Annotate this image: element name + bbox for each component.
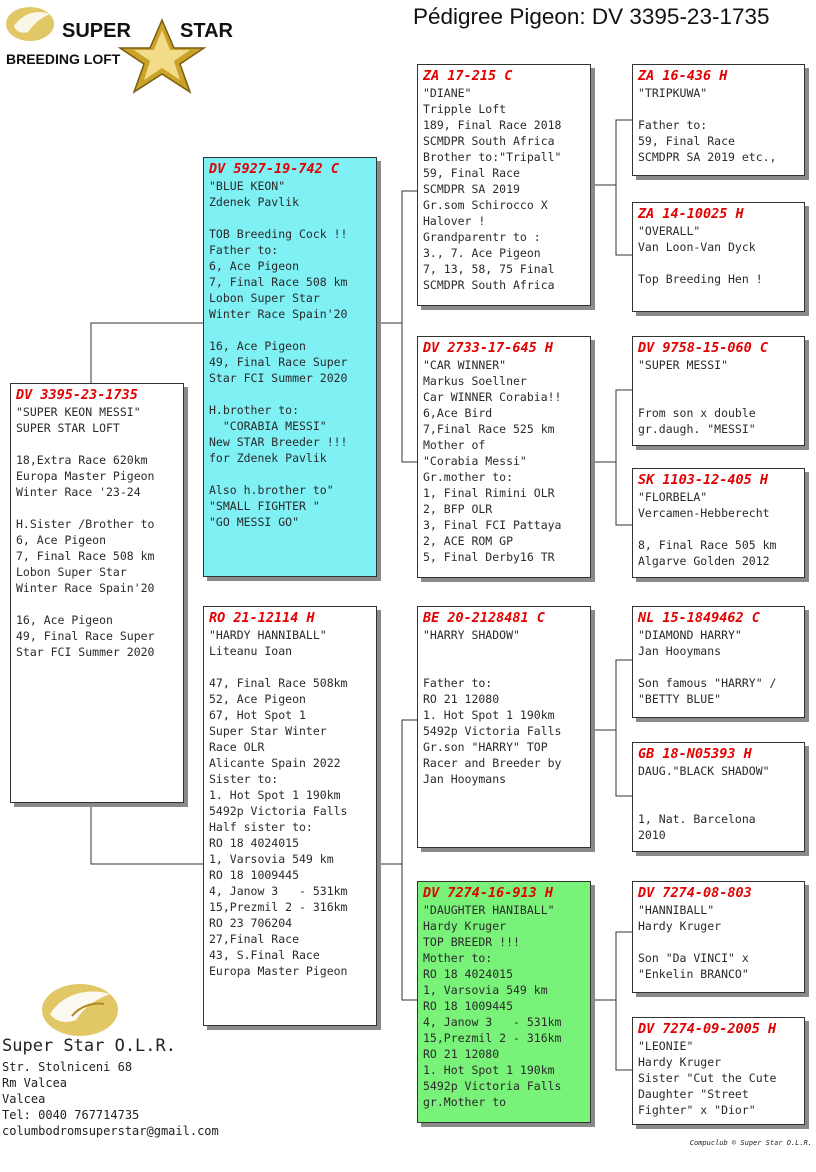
card-dam-dam (417, 881, 591, 1123)
card-line: Lobon Super Star (209, 291, 320, 305)
card-line (638, 521, 799, 537)
card-sire-sire (417, 64, 591, 306)
card-line: Top Breeding Hen ! (638, 272, 763, 286)
card-line: Gr.mother to: (423, 470, 514, 484)
card-line: SUPER STAR LOFT (16, 421, 120, 435)
card-line: 49, Final Race Super (209, 355, 348, 369)
card-line (209, 386, 371, 402)
card-line (16, 596, 178, 612)
card-line: Daughter "Street (638, 1087, 749, 1101)
card-line: RO 18 1009445 (423, 999, 514, 1013)
card-line: Jan Hooymans (423, 772, 507, 786)
ring-number: ZA 14-10025 H (638, 206, 744, 222)
card-line: 6, Ace Pigeon (209, 259, 300, 273)
card-line: 7, Final Race 508 km (16, 549, 155, 563)
card-line: SCMDPR SA 2019 etc., (638, 150, 777, 164)
card-lines (638, 763, 799, 843)
card-line: RO 18 4024015 (209, 836, 300, 850)
card-line: RO 18 4024015 (423, 967, 514, 981)
card-line: Hardy Kruger (638, 919, 722, 933)
card-line: Son "Da VINCI" x (638, 951, 749, 965)
card-line: Alicante Spain 2022 (209, 756, 341, 770)
card-line: "BLUE KEON" (209, 179, 286, 193)
ring-number: GB 18-N05393 H (638, 746, 752, 762)
card-dam (203, 606, 377, 1026)
footer-contact (2, 1059, 219, 1139)
card-line: DAUG."BLACK SHADOW" (638, 764, 770, 778)
card-line (638, 934, 799, 950)
card-lines (423, 85, 585, 293)
card-lines (209, 178, 371, 530)
card-line: 5, Final Derby16 TR (423, 550, 555, 564)
card-line: 1. Hot Spot 1 190km (423, 708, 555, 722)
card-line: "Corabia Messi" (423, 454, 527, 468)
card-line: RO 21 12080 (423, 692, 500, 706)
page-title: Pédigree Pigeon: DV 3395-23-1735 (413, 4, 770, 29)
card-line: Van Loon-Van Dyck (638, 240, 756, 254)
card-lines (638, 1038, 799, 1118)
card-line: gr.daugh. "MESSI" (638, 422, 756, 436)
ring-number: RO 21-12114 H (209, 610, 315, 626)
ring-number: NL 15-1849462 C (638, 610, 760, 626)
card-line: Algarve Golden 2012 (638, 554, 770, 568)
card-line: TOB Breeding Cock !! (209, 227, 348, 241)
card-line: Mother of (423, 438, 486, 452)
card-line: Halover ! (423, 214, 486, 228)
card-line: 1, Nat. Barcelona (638, 812, 756, 826)
card-line: 4, Janow 3 - 531km (423, 1015, 562, 1029)
card-line: 49, Final Race Super (16, 629, 155, 643)
ring-number: DV 5927-19-742 C (209, 161, 340, 177)
card-lines (638, 489, 799, 569)
card-line: Star FCI Summer 2020 (16, 645, 155, 659)
card-line (423, 643, 585, 659)
card-line (209, 322, 371, 338)
super-star-logo (4, 4, 244, 96)
ring-number: DV 9758-15-060 C (638, 340, 769, 356)
card-line (638, 779, 799, 795)
card-line: Rm Valcea (2, 1076, 68, 1090)
card-line: 52, Ace Pigeon (209, 692, 306, 706)
card-line (209, 210, 371, 226)
card-line (638, 373, 799, 389)
card-line: for Zdenek Pavlik (209, 451, 327, 465)
card-line: Jan Hooymans (638, 644, 722, 658)
card-line: Also h.brother to" (209, 483, 334, 497)
card-line: H.Sister /Brother to (16, 517, 155, 531)
logo-text-star: STAR (180, 20, 233, 42)
card-lines (423, 357, 585, 565)
card-line: Star FCI Summer 2020 (209, 371, 348, 385)
card-line: 2, ACE ROM GP (423, 534, 514, 548)
card-line (638, 659, 799, 675)
card-line: "HARRY SHADOW" (423, 628, 520, 642)
card-line (638, 389, 799, 405)
card-lines (638, 85, 799, 165)
card-line: Car WINNER Corabia!! (423, 390, 562, 404)
card-line: 4, Janow 3 - 531km (209, 884, 348, 898)
card-line: Gr.som Schirocco X (423, 198, 548, 212)
logo-text-super: SUPER (62, 20, 131, 42)
card-line: Father to: (209, 243, 279, 257)
card-line: Str. Stolniceni 68 (2, 1060, 133, 1074)
card-line: Mother to: (423, 951, 493, 965)
card-line: H.brother to: (209, 403, 300, 417)
ring-number: DV 7274-16-913 H (423, 885, 554, 901)
card-line: Sister "Cut the Cute (638, 1071, 777, 1085)
card-line: 1. Hot Spot 1 190km (209, 788, 341, 802)
card-line: "TRIPKUWA" (638, 86, 708, 100)
card-line: 15,Prezmil 2 - 316km (209, 900, 348, 914)
card-lines (638, 627, 799, 707)
card-line: SCMDPR South Africa (423, 278, 555, 292)
card-line: 2, BFP OLR (423, 502, 493, 516)
card-line: "SMALL FIGHTER " (209, 499, 320, 513)
card-line (209, 466, 371, 482)
card-line: Winter Race Spain'20 (16, 581, 155, 595)
card-line: 18,Extra Race 620km (16, 453, 148, 467)
card-line (638, 101, 799, 117)
card-sire (203, 157, 377, 577)
card-line: Super Star Winter (209, 724, 327, 738)
logo-text-breeding-loft: BREEDING LOFT (6, 51, 121, 67)
card-lines (16, 404, 178, 660)
card-line: Zdenek Pavlik (209, 195, 300, 209)
card-line: "OVERALL" (638, 224, 701, 238)
card-line: Europa Master Pigeon (209, 964, 348, 978)
card-line: SCMDPR South Africa (423, 134, 555, 148)
card-line: Father to: (423, 676, 493, 690)
ring-number: BE 20-2128481 C (423, 610, 545, 626)
card-line: 59, Final Race (638, 134, 735, 148)
card-line: 6,Ace Bird (423, 406, 493, 420)
card-line: New STAR Breeder !!! (209, 435, 348, 449)
dove-icon (38, 976, 122, 1038)
card-gg1 (632, 64, 805, 176)
card-line: SCMDPR SA 2019 (423, 182, 520, 196)
card-line (638, 255, 799, 271)
card-line: Valcea (2, 1092, 46, 1106)
card-line: 3, Final FCI Pattaya (423, 518, 562, 532)
card-line: Europa Master Pigeon (16, 469, 155, 483)
card-gg5 (632, 606, 805, 718)
card-dam-sire (417, 606, 591, 848)
card-line: RO 18 1009445 (209, 868, 300, 882)
card-line: 8, Final Race 505 km (638, 538, 777, 552)
card-line (16, 500, 178, 516)
card-line: Gr.son "HARRY" TOP (423, 740, 548, 754)
card-gg4 (632, 468, 805, 578)
card-line: 67, Hot Spot 1 (209, 708, 306, 722)
card-line: Winter Race '23-24 (16, 485, 141, 499)
card-gg2 (632, 202, 805, 312)
card-line: Tel: 0040 767714735 (2, 1108, 140, 1122)
card-line: 7,Final Race 525 km (423, 422, 555, 436)
card-line: 15,Prezmil 2 - 316km (423, 1031, 562, 1045)
card-line: 59, Final Race (423, 166, 520, 180)
ring-number: DV 7274-08-803 (638, 885, 752, 901)
card-line: Racer and Breeder by (423, 756, 562, 770)
card-gg3 (632, 336, 805, 446)
card-line: 5492p Victoria Falls (209, 804, 348, 818)
footer-name: Super Star O.L.R. (2, 1036, 176, 1056)
card-lines (209, 627, 371, 979)
card-line: Sister to: (209, 772, 279, 786)
card-lines (423, 627, 585, 787)
card-line: 2010 (638, 828, 666, 842)
card-line: Race OLR (209, 740, 265, 754)
card-lines (423, 902, 585, 1110)
ring-number: DV 2733-17-645 H (423, 340, 554, 356)
card-line: 189, Final Race 2018 (423, 118, 562, 132)
card-line: "CORABIA MESSI" (209, 419, 327, 433)
ring-number: DV 7274-09-2005 H (638, 1021, 777, 1037)
card-subject (10, 383, 184, 803)
card-line: 1, Final Rimini OLR (423, 486, 555, 500)
footer-credit: Compuclub © Super Star O.L.R. (689, 1139, 812, 1147)
ring-number: ZA 17-215 C (423, 68, 513, 84)
card-line: "SUPER KEON MESSI" (16, 405, 141, 419)
card-line: Lobon Super Star (16, 565, 127, 579)
dove-icon (6, 7, 54, 41)
card-line: 3., 7. Ace Pigeon (423, 246, 541, 260)
card-line: "DAUGHTER HANIBALL" (423, 903, 555, 917)
card-line: Father to: (638, 118, 708, 132)
card-line: "CAR WINNER" (423, 358, 507, 372)
ring-number: ZA 16-436 H (638, 68, 728, 84)
card-line: "HARDY HANNIBALL" (209, 628, 327, 642)
card-line: From son x double (638, 406, 756, 420)
card-line: Vercamen-Hebberecht (638, 506, 770, 520)
card-line: 16, Ace Pigeon (209, 339, 306, 353)
card-line: "FLORBELA" (638, 490, 708, 504)
card-line: Brother to:"Tripall" (423, 150, 562, 164)
card-line: "HANNIBALL" (638, 903, 715, 917)
ring-number: SK 1103-12-405 H (638, 472, 769, 488)
card-line: Liteanu Ioan (209, 644, 293, 658)
card-line: Half sister to: (209, 820, 313, 834)
card-lines (638, 902, 799, 982)
card-line: 16, Ace Pigeon (16, 613, 113, 627)
card-line: 1, Varsovia 549 km (209, 852, 334, 866)
card-line: gr.Mother to (423, 1095, 507, 1109)
card-line: 5492p Victoria Falls (423, 724, 562, 738)
card-line: Winter Race Spain'20 (209, 307, 348, 321)
card-line: RO 21 12080 (423, 1047, 500, 1061)
card-line: "BETTY BLUE" (638, 692, 722, 706)
card-line: 7, 13, 58, 75 Final (423, 262, 555, 276)
card-line (209, 659, 371, 675)
card-line: Hardy Kruger (423, 919, 507, 933)
card-line: "Enkelin BRANCO" (638, 967, 749, 981)
card-line: 1, Varsovia 549 km (423, 983, 548, 997)
card-gg7 (632, 881, 805, 993)
card-line: "GO MESSI GO" (209, 515, 300, 529)
card-line: 27,Final Race (209, 932, 300, 946)
card-line: 5492p Victoria Falls (423, 1079, 562, 1093)
card-line (423, 659, 585, 675)
card-sire-dam (417, 336, 591, 578)
card-line: Fighter" x "Dior" (638, 1103, 756, 1117)
ring-number: DV 3395-23-1735 (16, 387, 138, 403)
card-line: 1. Hot Spot 1 190km (423, 1063, 555, 1077)
card-line: Hardy Kruger (638, 1055, 722, 1069)
card-line: Son famous "HARRY" / (638, 676, 777, 690)
card-line (16, 436, 178, 452)
card-lines (638, 357, 799, 437)
card-line: 47, Final Race 508km (209, 676, 348, 690)
card-line: 6, Ace Pigeon (16, 533, 107, 547)
card-gg8 (632, 1017, 805, 1125)
card-line: "DIAMOND HARRY" (638, 628, 742, 642)
card-lines (638, 223, 799, 287)
card-line: RO 23 706204 (209, 916, 293, 930)
card-line (638, 795, 799, 811)
card-line: "DIANE" (423, 86, 472, 100)
card-line: Grandparentr to : (423, 230, 541, 244)
card-line: Markus Soellner (423, 374, 527, 388)
card-line: Tripple Loft (423, 102, 507, 116)
card-line: columbodromsuperstar@gmail.com (2, 1124, 219, 1138)
card-gg6 (632, 742, 805, 852)
card-line: TOP BREEDR !!! (423, 935, 520, 949)
card-line: "SUPER MESSI" (638, 358, 729, 372)
card-line: 43, S.Final Race (209, 948, 320, 962)
card-line: 7, Final Race 508 km (209, 275, 348, 289)
card-line: "LEONIE" (638, 1039, 694, 1053)
